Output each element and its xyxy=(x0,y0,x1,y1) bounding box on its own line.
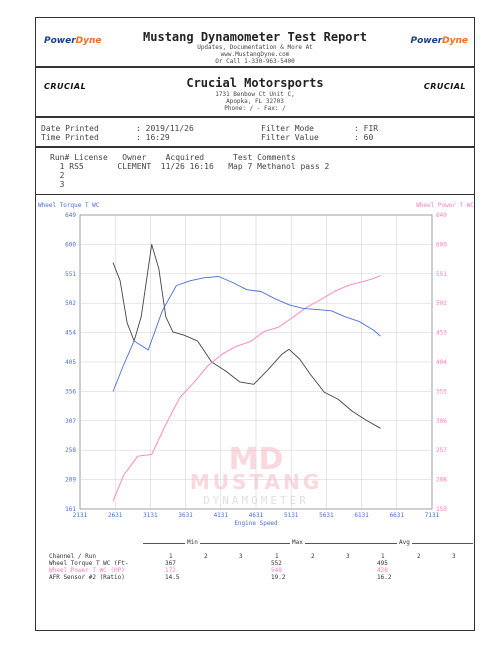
x-tick-label: 3631 xyxy=(178,512,193,519)
header-line1: Updates, Documentation & More At xyxy=(197,44,313,51)
time-value: : 16:29 xyxy=(136,133,170,142)
stats-max-value: 548 xyxy=(271,567,282,574)
stats-max-label: Max xyxy=(292,539,303,546)
date-value: : 2019/11/26 xyxy=(136,124,194,133)
series-line-3 xyxy=(113,277,381,392)
max-run-3: 3 xyxy=(346,553,350,560)
report-title: Mustang Dynamometer Test Report xyxy=(143,30,367,44)
y-right-tick-label: 600 xyxy=(436,241,447,249)
x-tick-label: 2131 xyxy=(72,512,88,519)
y-left-tick-label: 454 xyxy=(65,329,76,337)
watermark-dynamometer: DYNAMOMETER xyxy=(203,494,309,507)
y-left-tick-label: 405 xyxy=(65,359,76,366)
y-right-tick-label: 649 xyxy=(436,212,447,219)
run-list xyxy=(35,147,475,195)
stats-block xyxy=(35,535,475,631)
stats-channel-name: Wheel Torque T WC (Ft- xyxy=(49,560,129,567)
stats-min-label: Min xyxy=(187,539,198,546)
avg-run-3: 3 xyxy=(452,553,456,560)
y-left-tick-label: 161 xyxy=(65,506,76,513)
x-axis-title: Engine Speed xyxy=(234,520,278,527)
left-axis-title: Wheel Torque T WC xyxy=(38,202,100,209)
shop-name: Crucial Motorsports xyxy=(186,76,324,90)
stats-max-value: 552 xyxy=(271,560,282,567)
print-meta xyxy=(35,117,475,147)
y-right-tick-label: 159 xyxy=(436,506,447,513)
stats-min-value: 14.5 xyxy=(165,574,180,581)
stats-avg-label: Avg xyxy=(399,539,410,546)
x-tick-label: 7131 xyxy=(424,512,440,519)
stats-avg-value: 428 xyxy=(377,567,388,574)
chart-grid xyxy=(80,215,432,509)
right-axis-title: Wheel Power T WC xyxy=(416,202,474,209)
run-row-3: 3 xyxy=(50,180,65,189)
header-line2: www.MustangDyne.com xyxy=(220,51,290,58)
y-right-tick-label: 502 xyxy=(436,300,447,308)
stats-min-value: 367 xyxy=(165,560,176,567)
y-right-tick-label: 257 xyxy=(436,447,447,455)
watermark-mustang: MUSTANG xyxy=(189,470,323,494)
shop-phone: Phone: / - Fax: / xyxy=(224,105,286,112)
header-line3: Or Call 1-330-963-5400 xyxy=(215,58,295,65)
y-right-tick-label: 355 xyxy=(436,388,447,396)
y-left-tick-label: 356 xyxy=(65,388,76,396)
stats-avg-value: 495 xyxy=(377,560,388,567)
run-row-1: 1 RS5 CLEMENT 11/26 16:16 Map 7 Methanol pass 2 xyxy=(50,162,330,171)
y-right-tick-label: 453 xyxy=(436,329,447,337)
avg-run-1: 1 xyxy=(381,553,385,560)
y-left-tick-label: 551 xyxy=(65,270,76,278)
x-tick-label: 6131 xyxy=(354,512,369,519)
min-run-1: 1 xyxy=(169,553,173,560)
time-label: Time Printed xyxy=(41,133,99,142)
dyno-chart xyxy=(0,195,500,535)
stats-channel-header: Channel / Run xyxy=(49,553,96,560)
filter-mode-label: Filter Mode xyxy=(261,124,314,133)
x-tick-label: 5131 xyxy=(283,512,299,519)
y-right-tick-label: 208 xyxy=(436,476,447,484)
min-run-2: 2 xyxy=(204,553,208,560)
run-header: Run# License Owner Acquired Test Comments xyxy=(50,153,296,162)
filter-value-value: : 60 xyxy=(354,133,374,142)
stats-min-value: 172 xyxy=(165,567,176,574)
filter-value-label: Filter Value xyxy=(261,133,319,142)
y-right-tick-label: 551 xyxy=(436,270,447,278)
x-tick-label: 5631 xyxy=(319,512,334,519)
max-run-1: 1 xyxy=(275,553,279,560)
x-tick-label: 6631 xyxy=(389,512,405,519)
stats-max-value: 19.2 xyxy=(271,574,286,581)
y-right-tick-label: 404 xyxy=(436,359,447,366)
x-tick-label: 3131 xyxy=(143,512,158,519)
shop-address2: Apopka, FL 32703 xyxy=(226,98,284,105)
crucial-logo-left: CRUCIAL xyxy=(44,82,87,91)
y-left-tick-label: 307 xyxy=(65,417,76,425)
y-right-tick-label: 306 xyxy=(436,417,447,425)
crucial-logo-right: CRUCIAL xyxy=(423,82,466,91)
stats-channel-name: Wheel Power T WC (HP) xyxy=(49,567,125,574)
x-tick-label: 4131 xyxy=(213,512,229,519)
x-tick-label: 4631 xyxy=(248,512,264,519)
x-tick-label: 2631 xyxy=(107,512,123,519)
shop-info xyxy=(35,67,475,117)
watermark-md: MD xyxy=(228,442,284,477)
y-left-tick-label: 600 xyxy=(65,241,76,249)
report-header xyxy=(35,17,475,67)
y-left-tick-label: 649 xyxy=(65,212,76,219)
y-left-tick-label: 258 xyxy=(65,447,76,455)
stats-avg-value: 16.2 xyxy=(377,574,392,581)
max-run-2: 2 xyxy=(311,553,315,560)
powerdyne-logo-right: PowerDyne xyxy=(410,36,468,46)
min-run-3: 3 xyxy=(239,553,243,560)
avg-run-2: 2 xyxy=(417,553,421,560)
run-row-2: 2 xyxy=(50,171,65,180)
filter-mode-value: : FIR xyxy=(354,124,379,133)
stats-channel-name: AFR Sensor #2 (Ratio) xyxy=(49,574,125,581)
y-left-tick-label: 209 xyxy=(65,476,76,484)
powerdyne-logo-left: PowerDyne xyxy=(44,36,102,46)
shop-address1: 1731 Benbow Ct Unit C, xyxy=(215,91,295,98)
date-label: Date Printed xyxy=(41,124,99,133)
y-left-tick-label: 502 xyxy=(65,300,76,308)
